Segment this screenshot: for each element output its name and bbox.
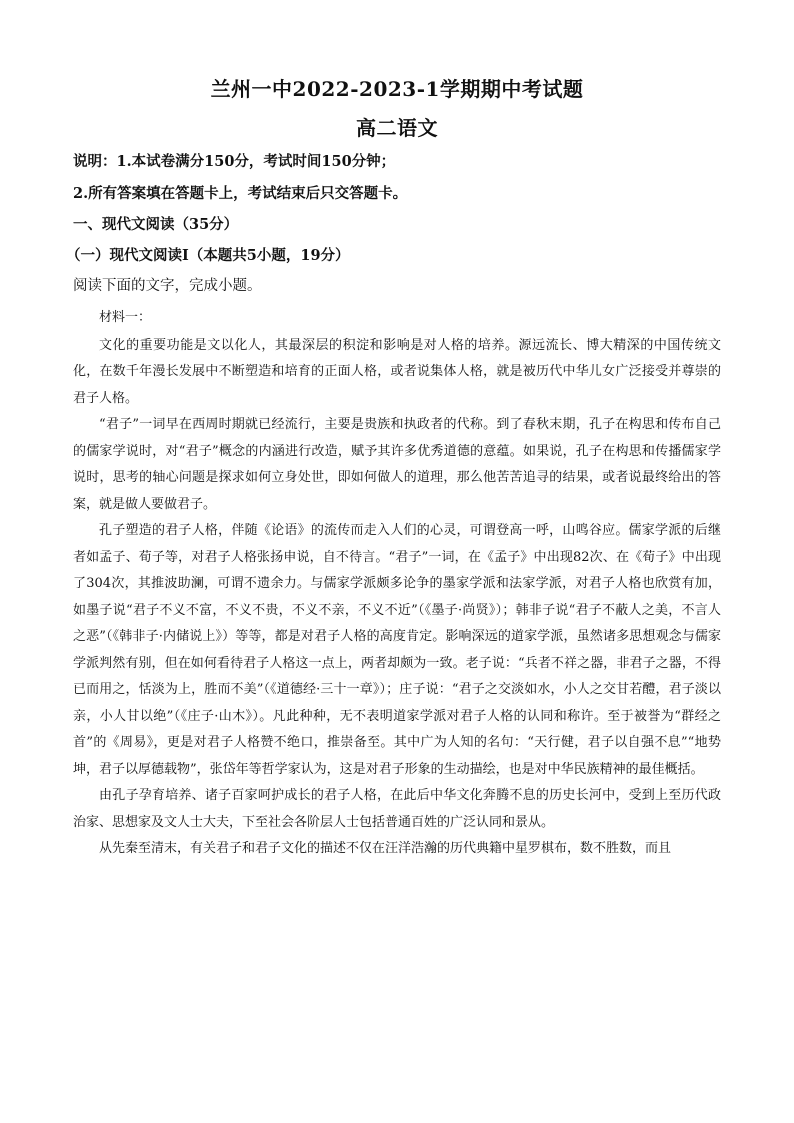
material-label: 材料一：	[99, 310, 152, 325]
note-line-1: 说明：1.本试卷满分150分，考试时间150分钟；	[73, 153, 396, 170]
section-heading: 一、现代文阅读（35分）	[73, 216, 239, 233]
exam-subtitle: 高二语文	[356, 116, 438, 140]
note-line-2: 2.所有答案填在答题卡上，考试结束后只交答题卡。	[73, 185, 408, 202]
reading-passage	[73, 305, 721, 863]
exam-title: 兰州一中2022-2023-1学期期中考试题	[210, 77, 584, 101]
reading-instruction: 阅读下面的文字，完成小题。	[73, 278, 262, 294]
paragraph-2: “君子”一词早在西周时期就已经流行，主要是贵族和执政者的代称。到了春秋末期，孔子在构思和传布自己的儒家学说时，对“君子”概念的内涵进行改造，赋予其许多优秀道德的意蕴。如果说，孔子在构思和传播儒家学说时，思考的轴心问题是探求如何立身处世，即如何做人的道理，那么他苦苦追寻的结果，或者说最终给出的答案，就是做人要做君子。	[73, 417, 721, 512]
subsection-heading: （一）现代文阅读Ⅰ（本题共5小题，19分）	[66, 247, 350, 264]
paragraph-1: 文化的重要功能是文以化人，其最深层的积淀和影响是对人格的培养。源远流长、博大精深的中国传统文化，在数千年漫长发展中不断塑造和培育的正面人格，或者说集体人格，就是被历代中华儿女广泛接受并尊崇的君子人格。	[73, 337, 721, 406]
paragraph-4: 由孔子孕育培养、诸子百家呵护成长的君子人格，在此后中华文化奔腾不息的历史长河中，受到上至历代政治家、思想家及文人士大夫，下至社会各阶层人士包括普通百姓的广泛认同和景从。	[73, 788, 721, 830]
paragraph-5: 从先秦至清末，有关君子和君子文化的描述不仅在汪洋浩瀚的历代典籍中星罗棋布，数不胜数，而且	[99, 841, 672, 856]
paragraph-3: 孔子塑造的君子人格，伴随《论语》的流传而走入人们的心灵，可谓登高一呼，山鸣谷应。儒家学派的后继者如孟子、荀子等，对君子人格张扬申说，自不待言。“君子”一词，在《孟子》中出现82次、在《荀子》中出现了304次，其推波助澜，可谓不遗余力。与儒家学派颇多论争的墨家学派和法家学派，对君子人格也欣赏有加，如墨子说“君子不义不富，不义不贵，不义不亲，不义不近”（《墨子·尚贤》）；韩非子说“君子不蔽人之美，不言人之恶”（《韩非子·内储说上》）等等，都是对君子人格的高度肯定。影响深远的道家学派，虽然诸多思想观念与儒家学派判然有别，但在如何看待君子人格这一点上，两者却颇为一致。老子说：“兵者不祥之器，非君子之器，不得已而用之，恬淡为上，胜而不美”（《道德经·三十一章》）；庄子说：“君子之交淡如水，小人之交甘若醴，君子淡以亲，小人甘以绝”（《庄子·山木》）。凡此种种，无不表明道家学派对君子人格的认同和称许。至于被誉为“群经之首”的《周易》，更是对君子人格赞不绝口，推崇备至。其中广为人知的名句：“天行健，君子以自强不息”“地势坤，君子以厚德载物”，张岱年等哲学家认为，这是对君子形象的生动描绘，也是对中华民族精神的最佳概括。	[73, 523, 721, 777]
